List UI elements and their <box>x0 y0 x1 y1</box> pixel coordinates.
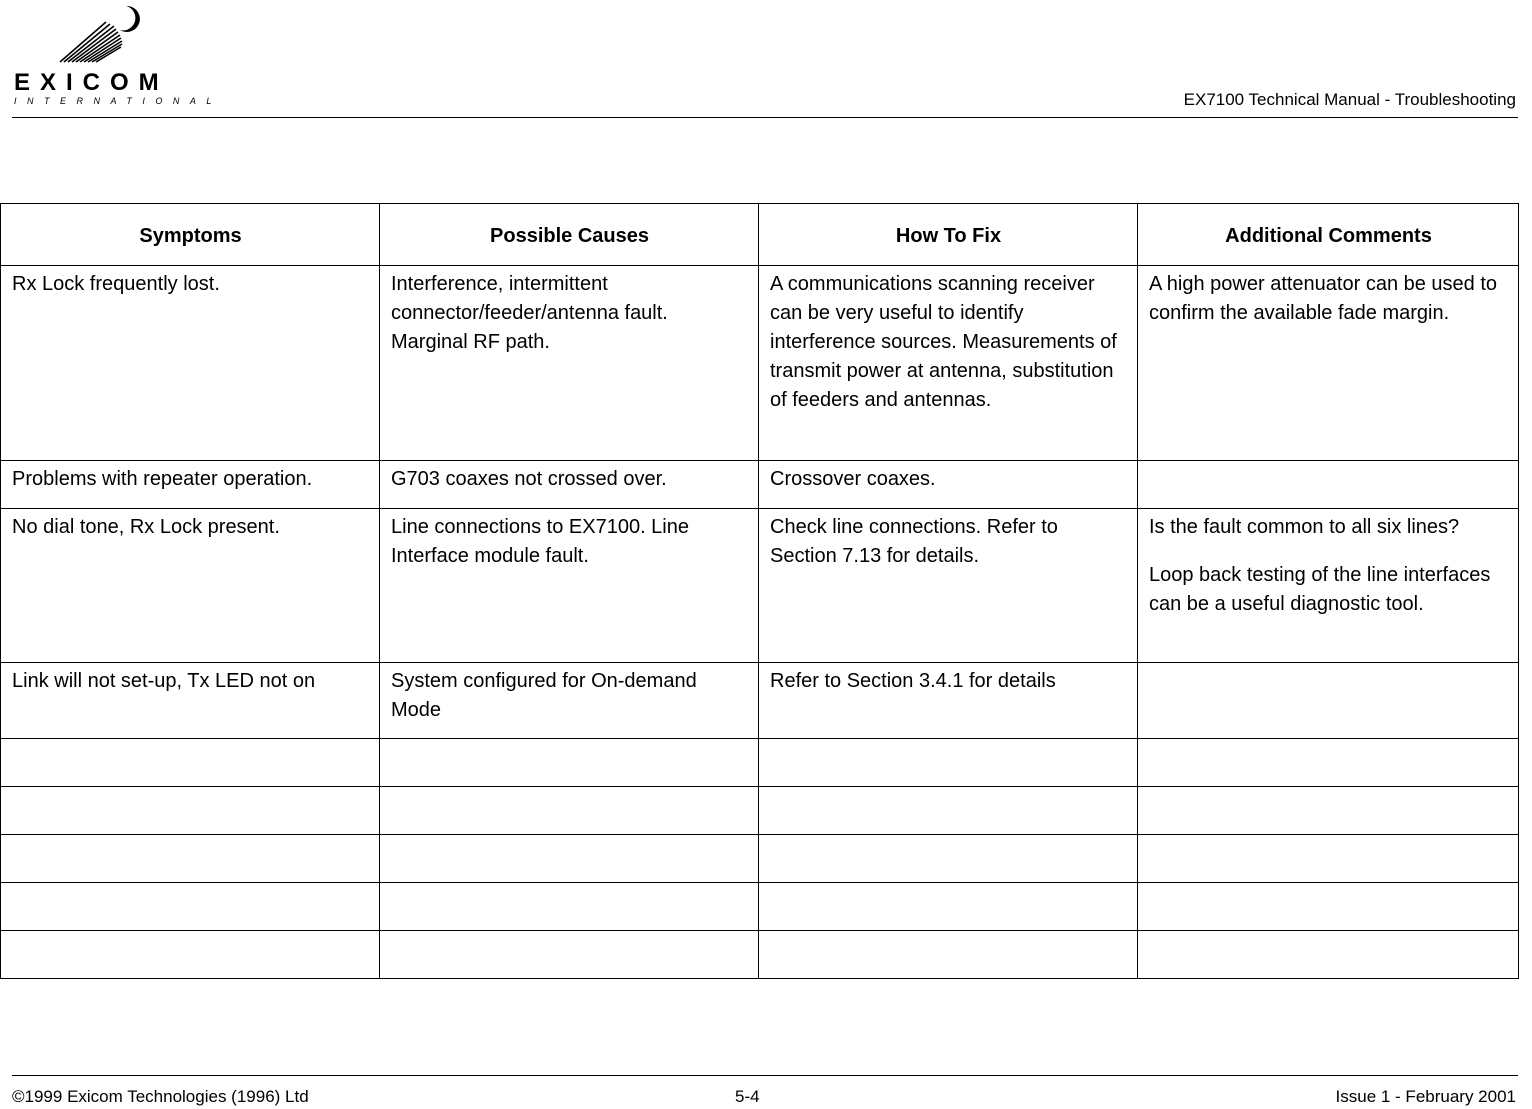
cause-cell: Interference, intermittent connector/feeder/antenna fault. Marginal RF path. <box>380 266 759 461</box>
column-header-possible-causes: Possible Causes <box>380 204 759 266</box>
cause-cell: System configured for On-demand Mode <box>380 663 759 739</box>
comments-cell <box>1138 509 1519 663</box>
column-header-how-to-fix: How To Fix <box>759 204 1138 266</box>
header-divider <box>12 117 1518 118</box>
empty-table-row <box>1 787 1519 835</box>
empty-table-row <box>1 883 1519 931</box>
cause-cell: G703 coaxes not crossed over. <box>380 461 759 509</box>
comments-cell <box>1138 461 1519 509</box>
empty-table-row <box>1 835 1519 883</box>
comment-text: Loop back testing of the line interfaces can be a useful diagnostic tool. <box>1149 564 1491 615</box>
logo-wordmark: EXICOM <box>14 69 169 96</box>
copyright-text: ©1999 Exicom Technologies (1996) Ltd <box>12 1087 309 1106</box>
symptom-cell: Link will not set-up, Tx LED not on <box>1 663 380 739</box>
table-header-row <box>1 204 1519 266</box>
troubleshooting-table <box>0 203 1519 979</box>
fix-cell: Crossover coaxes. <box>759 461 1138 509</box>
exicom-logo <box>8 0 222 110</box>
symptom-cell: No dial tone, Rx Lock present. <box>1 509 380 663</box>
column-header-additional-comments: Additional Comments <box>1138 204 1519 266</box>
symptom-cell: Problems with repeater operation. <box>1 461 380 509</box>
fix-cell: A communications scanning receiver can be very useful to identify interference sources. Measurements of transmit power at antenna, substitution of feeders and antennas. <box>759 266 1138 461</box>
empty-table-row <box>1 739 1519 787</box>
issue-date: Issue 1 - February 2001 <box>1335 1087 1516 1106</box>
document-title: EX7100 Technical Manual - Troubleshooting <box>1183 90 1516 109</box>
comment-text: Is the fault common to all six lines? <box>1149 516 1460 538</box>
column-header-symptoms: Symptoms <box>1 204 380 266</box>
table-row <box>1 461 1519 509</box>
comment-text: A high power attenuator can be used to confirm the available fade margin. <box>1149 273 1498 324</box>
table-row <box>1 266 1519 461</box>
logo-subtext: INTERNATIONAL <box>14 96 222 106</box>
cause-cell: Line connections to EX7100. Line Interface module fault. <box>380 509 759 663</box>
page-number: 5-4 <box>735 1087 760 1106</box>
comments-cell <box>1138 663 1519 739</box>
table-row <box>1 509 1519 663</box>
table-row <box>1 663 1519 739</box>
footer-divider <box>12 1075 1518 1076</box>
comments-cell <box>1138 266 1519 461</box>
empty-table-row <box>1 931 1519 979</box>
fix-cell: Check line connections. Refer to Section 7.13 for details. <box>759 509 1138 663</box>
symptom-cell: Rx Lock frequently lost. <box>1 266 380 461</box>
fix-cell: Refer to Section 3.4.1 for details <box>759 663 1138 739</box>
